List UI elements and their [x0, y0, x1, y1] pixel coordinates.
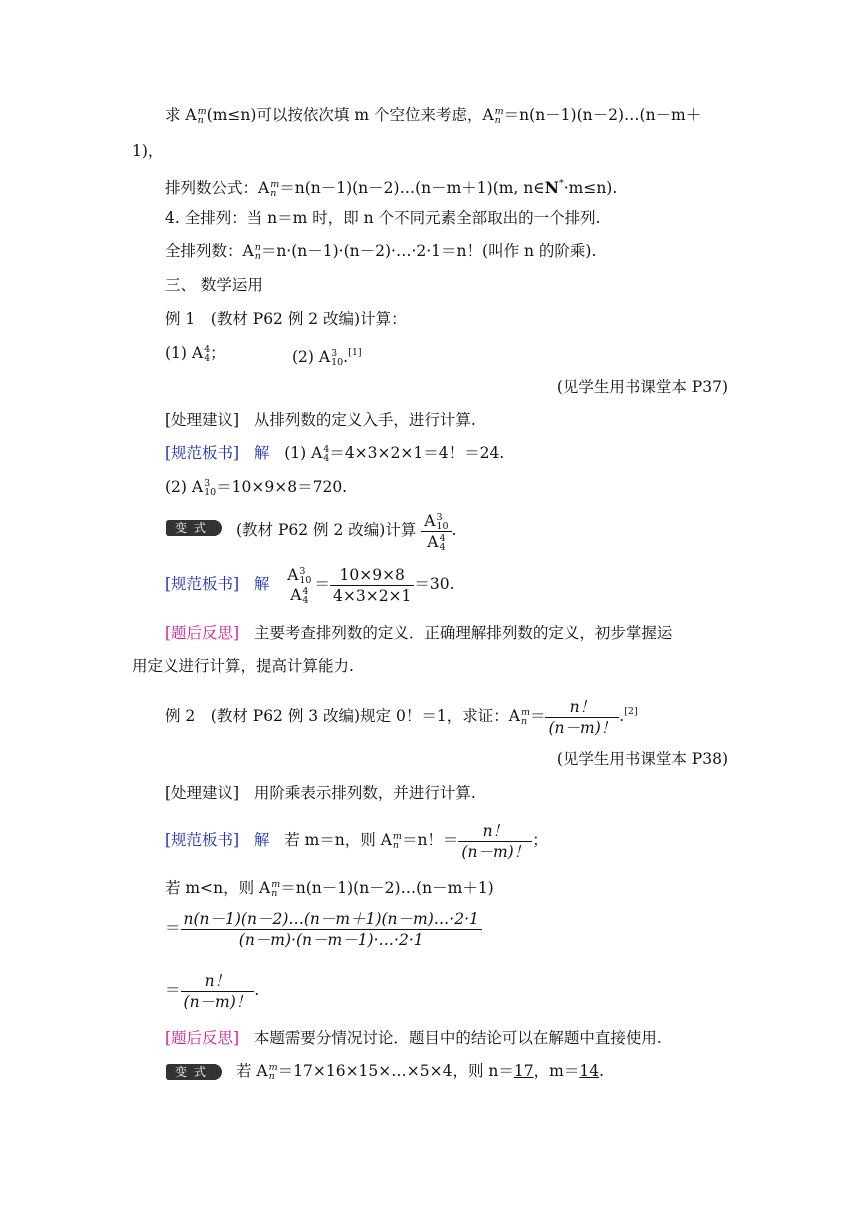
reflection-1: [题后反思] 主要考查排列数的定义．正确理解排列数的定义，初步掌握运	[165, 624, 673, 642]
example-1-questions: (1) A4 4；	[165, 344, 226, 364]
see-reference-2: (见学生用书课堂本 P38)	[556, 750, 728, 768]
variant-2: 若 Am n ＝17×16×15×…×5×4，则 n＝17，m＝14.	[236, 1062, 604, 1082]
example-1: 例 1 (教材 P62 例 2 改编)计算：	[165, 310, 407, 328]
proof-case-2: 若 m<n，则 Am n ＝n(n－1)(n－2)…(n－m＋1)	[165, 879, 494, 899]
full-permutation-def: 4. 全排列：当 n＝m 时，即 n 个不同元素全部取出的一个排列.	[165, 209, 601, 227]
text-line-2: 1)，	[132, 142, 164, 160]
proof-result: ＝ $\frac{n!}{(n-m)!}$ .	[165, 971, 260, 1011]
see-reference-1: (见学生用书课堂本 P37)	[556, 378, 728, 396]
section-heading-3: 三、 数学运用	[165, 276, 263, 294]
solution-2: (2) A3 10＝10×9×8＝720.	[165, 478, 348, 498]
example-1-question-2: (2) A3 10.[1]	[292, 347, 362, 368]
variant-1-solution: [规范板书] 解 A3 10 A4 4 ＝ $\frac{10\times 9\times 8}{4\times 3\times 2\times 1}$ ＝30.	[165, 565, 455, 606]
proof-step-fraction: ＝ $\frac{n(n-1)(n-2)\dots(n-m+1)(n-m)\dots\cdot 2\cdot 1}{(n-m)\cdot(n-m-1)\cdot\dots\cdot 2\cdot 1}$	[165, 906, 482, 950]
variant-badge: 变式	[166, 520, 222, 536]
variant-badge-2: 变式	[166, 1064, 222, 1080]
advice-2: [处理建议] 用阶乘表示排列数，并进行计算.	[165, 784, 476, 802]
answer-m: 14	[579, 1062, 600, 1080]
formula-permutation: 排列数公式：Am n ＝n(n－1)(n－2)…(n－m＋1)(m, n∈N*·m≤n).	[165, 178, 618, 199]
advice-1: [处理建议] 从排列数的定义入手，进行计算.	[165, 411, 476, 429]
solution-1: [规范板书] 解 (1) A4 4＝4×3×2×1＝4！＝24.	[165, 444, 505, 464]
example-2: 例 2 (教材 P62 例 3 改编)规定 0！＝1，求证：Am n ＝ $\frac{n!}{(n-m)!}$ .[2]	[165, 697, 638, 737]
text-line-1: 求 Am n (m≤n)可以按依次填 m 个空位来考虑，Am n ＝n(n－1)(n－2)…(n－m＋	[165, 106, 702, 126]
reflection-2: [题后反思] 本题需要分情况讨论．题目中的结论可以在解题中直接使用.	[165, 1029, 662, 1047]
full-permutation-formula: 全排列数：An n＝n·(n－1)·(n－2)·…·2·1＝n！(叫作 n 的阶乘).	[165, 242, 597, 262]
reflection-1-cont: 用定义进行计算，提高计算能力.	[132, 657, 354, 675]
variant-1-fraction: A3 10 A4 4	[421, 511, 451, 552]
variant-1: (教材 P62 例 2 改编)计算 A3 10 A4 4 .	[236, 511, 457, 553]
answer-n: 17	[513, 1062, 534, 1080]
proof-case-1: [规范板书] 解 若 m＝n，则 Am n ＝n！＝ $\frac{n!}{(n-m)!}$ ；	[165, 821, 548, 861]
